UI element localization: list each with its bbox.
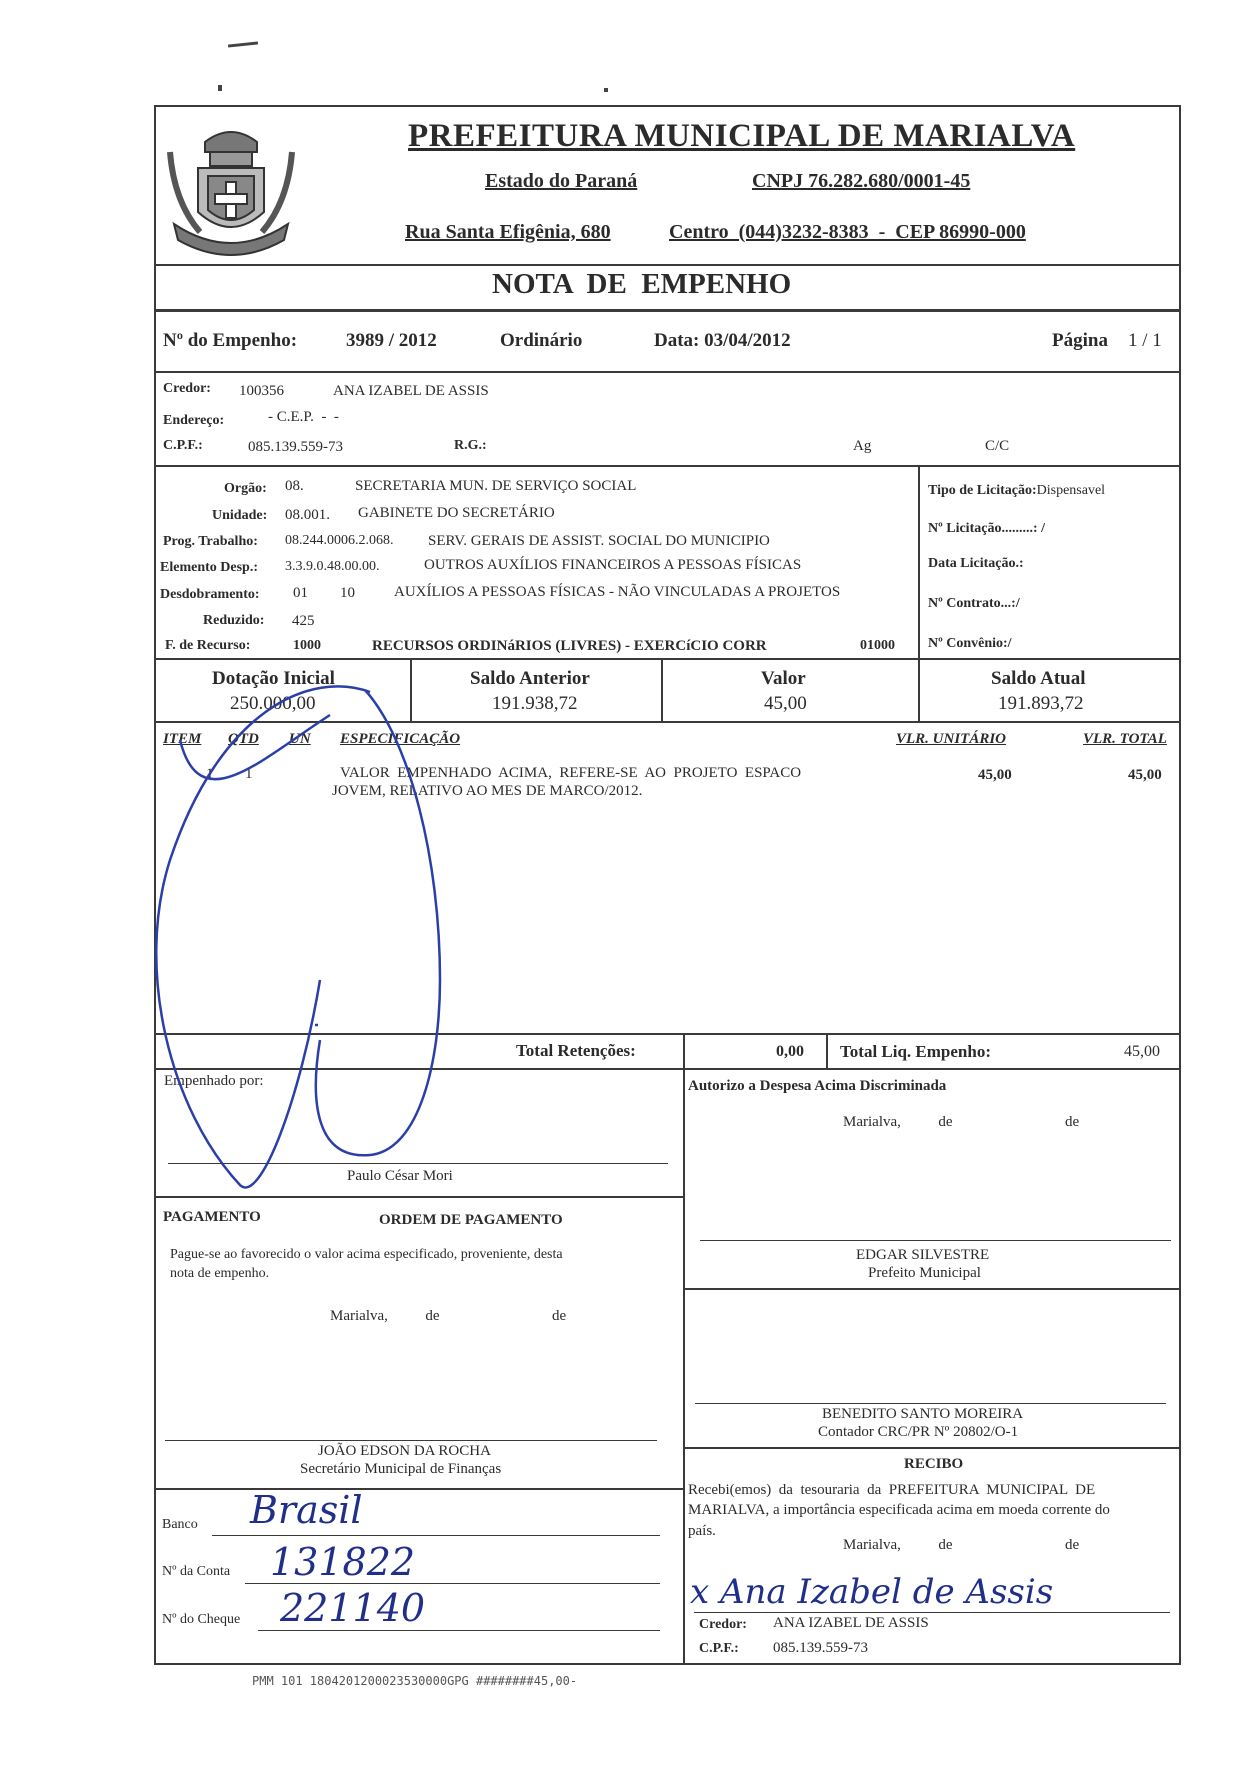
licitacao-type-label <box>928 483 1105 499</box>
signature-line <box>694 1612 1170 1613</box>
licitacao-number: Nº Licitação.........: / <box>928 521 1045 536</box>
empenho-date: Data: 03/04/2012 <box>654 330 791 351</box>
autorizo-date-line: Marialva, de de <box>843 1114 1080 1130</box>
cc-label: C/C <box>985 438 1010 454</box>
item-qty: 1 <box>245 766 253 782</box>
saldo-anterior-label: Saldo Anterior <box>470 668 590 689</box>
conta-label: Nº da Conta <box>162 1564 231 1579</box>
desdobramento-code-1: 01 <box>293 585 308 601</box>
unidade-desc: GABINETE DO SECRETÁRIO <box>358 505 555 521</box>
recurso-code: 1000 <box>293 638 321 653</box>
item-unit-value: 45,00 <box>978 767 1012 783</box>
banco-value: Brasil <box>250 1488 363 1532</box>
page-number: 1 / 1 <box>1128 330 1162 351</box>
elemento-label: Elemento Desp.: <box>160 560 258 575</box>
dotacao-label: Dotação Inicial <box>212 668 335 689</box>
col-vlr-unitario: VLR. UNITÁRIO <box>896 731 1007 747</box>
recibo-text-1: Recebi(emos) da tesouraria da PREFEITURA MUNICIPAL DE <box>688 1482 1096 1498</box>
credor-code: 100356 <box>239 383 284 399</box>
recibo-title: RECIBO <box>904 1456 964 1472</box>
licitacao-date: Data Licitação.: <box>928 556 1024 571</box>
credor-label: Credor: <box>163 381 211 396</box>
prefeito-name: EDGAR SILVESTRE <box>856 1247 990 1263</box>
pagamento-label: PAGAMENTO <box>163 1209 261 1225</box>
cpf-label: C.P.F.: <box>163 438 203 453</box>
col-vlr-total: VLR. TOTAL <box>1083 731 1167 747</box>
prog-label: Prog. Trabalho: <box>163 534 258 549</box>
coat-of-arms-logo <box>160 112 302 260</box>
divider <box>154 264 1181 266</box>
dotacao-value: 250.000,00 <box>230 693 316 714</box>
scan-speck <box>218 85 222 91</box>
recurso-desc: RECURSOS ORDINáRIOS (LIVRES) - EXERCíCIO CORR <box>372 638 767 654</box>
divider <box>918 465 920 658</box>
divider <box>154 371 1181 373</box>
conta-value: 131822 <box>270 1540 416 1584</box>
saldo-anterior-value: 191.938,72 <box>492 693 578 714</box>
recibo-cpf-label: C.P.F.: <box>699 1641 739 1656</box>
handwritten-pen-mark <box>140 680 460 1200</box>
item-number: 1 <box>206 766 214 782</box>
orgao-desc: SECRETARIA MUN. DE SERVIÇO SOCIAL <box>355 478 637 494</box>
recibo-date-line: Marialva, de de <box>843 1537 1080 1553</box>
valor-label: Valor <box>761 668 806 689</box>
recibo-credor-label: Credor: <box>699 1617 747 1632</box>
empenho-type: Ordinário <box>500 330 583 351</box>
empenhado-label: Empenhado por: <box>164 1073 264 1089</box>
signature-line <box>695 1403 1166 1404</box>
ordem-date-line: Marialva, de de <box>330 1308 567 1324</box>
empenhado-name: Paulo César Mori <box>347 1168 453 1184</box>
ordem-pagamento-label: ORDEM DE PAGAMENTO <box>379 1212 563 1228</box>
divider <box>154 465 1181 467</box>
col-qtd: QTD <box>228 731 259 747</box>
divider <box>154 309 1181 312</box>
divider <box>683 1068 685 1665</box>
address-rest: Centro (044)3232-8383 - CEP 86990-000 <box>669 221 1026 243</box>
banco-label: Banco <box>162 1517 198 1532</box>
secretario-title: Secretário Municipal de Finanças <box>300 1461 502 1477</box>
address-street: Rua Santa Efigênia, 680 <box>405 221 611 243</box>
recibo-cpf-value: 085.139.559-73 <box>773 1640 868 1656</box>
contador-name: BENEDITO SANTO MOREIRA <box>822 1406 1024 1422</box>
divider <box>683 1288 1181 1290</box>
retencoes-value: 0,00 <box>776 1043 804 1060</box>
cheque-value: 221140 <box>280 1586 426 1630</box>
cheque-line <box>258 1630 660 1631</box>
liquido-value: 45,00 <box>1124 1043 1160 1060</box>
divider <box>826 1033 828 1069</box>
col-especificacao: ESPECIFICAÇÃO <box>340 731 461 747</box>
licitacao-type-label-text: Tipo de Licitação: <box>928 483 1037 498</box>
cheque-label: Nº do Cheque <box>162 1612 241 1627</box>
cpf-value: 085.139.559-73 <box>248 439 343 455</box>
recibo-text-2: MARIALVA, a importância especificada acima em moeda corrente do <box>688 1502 1110 1518</box>
item-spec-line-1: VALOR EMPENHADO ACIMA, REFERE-SE AO PROJETO ESPACO <box>340 765 802 781</box>
pague-text-2: nota de empenho. <box>170 1266 270 1281</box>
signature-line <box>700 1240 1171 1241</box>
prog-code: 08.244.0006.2.068. <box>285 533 394 548</box>
divider <box>661 658 663 722</box>
divider <box>683 1033 685 1069</box>
liquido-label: Total Liq. Empenho: <box>840 1042 991 1061</box>
autorizo-label: Autorizo a Despesa Acima Discriminada <box>688 1078 947 1094</box>
item-total-value: 45,00 <box>1128 767 1162 783</box>
reduzido-value: 425 <box>292 613 315 629</box>
elemento-desc: OUTROS AUXÍLIOS FINANCEIROS A PESSOAS FÍSICAS <box>424 557 802 573</box>
document-title: NOTA DE EMPENHO <box>492 268 792 300</box>
convenio-number: Nº Convênio:/ <box>928 636 1012 651</box>
banco-line <box>212 1535 660 1536</box>
credor-name: ANA IZABEL DE ASSIS <box>333 383 489 399</box>
secretario-name: JOÃO EDSON DA ROCHA <box>318 1443 491 1459</box>
elemento-code: 3.3.9.0.48.00.00. <box>285 559 380 574</box>
divider <box>154 658 1181 660</box>
signature-line <box>165 1440 657 1441</box>
endereco-value: - C.E.P. - - <box>268 409 339 425</box>
contador-title: Contador CRC/PR Nº 20802/O-1 <box>818 1424 1019 1440</box>
empenho-number: 3989 / 2012 <box>346 330 437 351</box>
divider <box>918 658 920 722</box>
prog-desc: SERV. GERAIS DE ASSIST. SOCIAL DO MUNICIPIO <box>428 533 770 549</box>
pague-text-1: Pague-se ao favorecido o valor acima especificado, proveniente, desta <box>170 1247 563 1262</box>
desdobramento-label: Desdobramento: <box>160 587 260 602</box>
recibo-text-3: país. <box>688 1523 716 1539</box>
divider <box>683 1447 1181 1449</box>
orgao-code: 08. <box>285 478 304 494</box>
orgao-label: Orgão: <box>224 481 267 496</box>
item-spec-line-2: JOVEM, RELATIVO AO MES DE MARCO/2012. <box>332 783 643 799</box>
municipality-title: PREFEITURA MUNICIPAL DE MARIALVA <box>408 118 1076 154</box>
saldo-atual-label: Saldo Atual <box>991 668 1086 689</box>
unidade-code: 08.001. <box>285 507 330 523</box>
contrato-number: Nº Contrato...:/ <box>928 596 1020 611</box>
footer-code: PMM 101 1804201200023530000GPG ########45,00- <box>252 1674 578 1688</box>
recibo-credor-name: ANA IZABEL DE ASSIS <box>773 1615 929 1631</box>
col-item: ITEM <box>163 731 202 747</box>
scan-speck <box>228 41 258 47</box>
reduzido-label: Reduzido: <box>203 613 265 628</box>
ag-label: Ag <box>853 438 872 454</box>
col-un: UN <box>289 731 311 747</box>
endereco-label: Endereço: <box>163 413 225 428</box>
recibo-signature: x Ana Izabel de Assis <box>690 1572 1054 1612</box>
licitacao-type-value: Dispensavel <box>1036 483 1106 498</box>
scan-speck <box>604 88 608 92</box>
unidade-label: Unidade: <box>212 508 268 523</box>
saldo-atual-value: 191.893,72 <box>998 693 1084 714</box>
recurso-number: 01000 <box>860 638 895 653</box>
cnpj: CNPJ 76.282.680/0001-45 <box>752 170 971 192</box>
recurso-label: F. de Recurso: <box>165 638 251 653</box>
rg-label: R.G.: <box>454 438 487 453</box>
valor-value: 45,00 <box>764 693 807 714</box>
page-label: Página <box>1052 330 1108 351</box>
desdobramento-code-2: 10 <box>340 585 355 601</box>
desdobramento-desc: AUXÍLIOS A PESSOAS FÍSICAS - NÃO VINCULADAS A PROJETOS <box>394 584 841 600</box>
divider <box>154 1488 683 1490</box>
retencoes-label: Total Retenções: <box>516 1041 636 1060</box>
state-name: Estado do Paraná <box>485 170 638 192</box>
empenho-number-label: Nº do Empenho: <box>163 330 298 351</box>
prefeito-title: Prefeito Municipal <box>868 1265 981 1281</box>
